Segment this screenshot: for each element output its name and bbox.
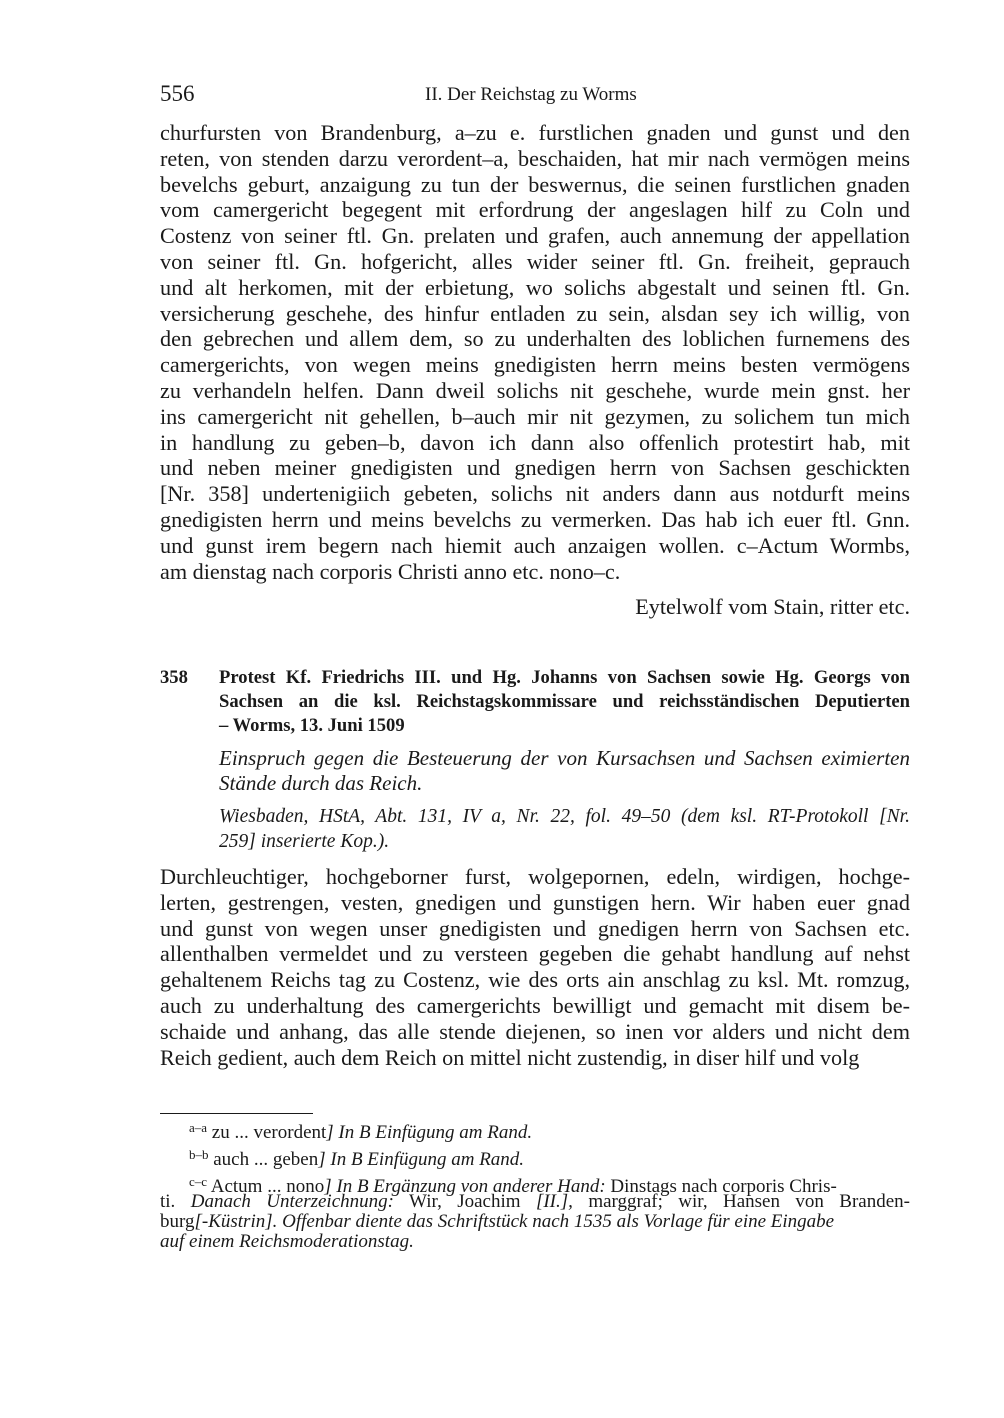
footnote-a [160, 1118, 910, 1143]
text-line: [Nr. 358] undertenigiich gebeten, solichs nit anders dann aus notdurft meins [160, 481, 910, 507]
footnote-c-text-e: marggraf; wir, Hansen von Branden- [588, 1191, 910, 1212]
footnote-a-lemma: zu ... verordent [211, 1122, 327, 1143]
footnote-c-text-c: Wir, Joachim [409, 1191, 521, 1212]
document-title [219, 666, 910, 738]
footnote-b-mark: b–b [189, 1147, 209, 1162]
regest-line: Einspruch gegen die Besteuerung der von Kursachsen und Sachsen eximierten [219, 746, 910, 770]
text-line: und alt herkomen, mit der erbietung, wo solichs abgestalt und seinen ftl. Gn. [160, 274, 910, 300]
title-line: – Worms, 13. Juni 1509 [219, 715, 405, 736]
text-line: bevelchs geburt, anzaigung zu tun der beswernus, die seinen furstlichen gnaden [160, 171, 910, 197]
text-line: und gunst irem begern nach hiemit auch anzaigen wollen. c–Actum Wormbs, [160, 532, 910, 558]
footnote-c-note: ] In B Ergänzung von anderer Hand: [324, 1176, 606, 1197]
text-line: zu verhandeln helfen. Dann dweil solichs nit geschehe, wurde mein gnst. her [160, 377, 910, 403]
footnote-b-lemma: auch ... geben [213, 1149, 319, 1170]
footnote-c-text-b: Danach Unterzeichnung: [190, 1191, 394, 1212]
text-line: Reich gedient, auch dem Reich on mittel nicht zustendig, in diser hilf und volg [160, 1044, 860, 1070]
signature: Eytelwolf vom Stain, ritter etc. [635, 594, 910, 619]
text-line: auch zu underhaltung des camergerichts bewilligt und gemacht mit disem be- [160, 992, 910, 1018]
text-line: gnedigisten herrn und meins bevelchs zu vermerken. Das hab ich euer ftl. Gnn. [160, 506, 910, 532]
title-line: Sachsen an die ksl. Reichstagskommissare und reichsständischen Deputierten [219, 691, 910, 712]
text-line: von seiner ftl. Gn. hofgericht, alles wider seiner ftl. Gn. freiheit, geprauch [160, 248, 910, 274]
footnote-c-text-f: burg [160, 1211, 195, 1232]
text-line: und neben meiner gnedigisten und gnedigen herrn von Sachsen geschickten [160, 455, 910, 481]
footnote-rule [160, 1113, 313, 1114]
source-line: Wiesbaden, HStA, Abt. 131, IV a, Nr. 22, fol. 49–50 (dem ksl. RT-Protokoll [Nr. [219, 806, 910, 827]
continued-letter-text [160, 120, 910, 584]
text-line: camergerichts, von wegen meins gnedigisten herrn meins besten vermögens [160, 352, 910, 378]
source-line: 259] inserierte Kop.). [219, 831, 390, 852]
text-line: Durchleuchtiger, hochgeborner furst, wolgepornen, edeln, wirdigen, hochge- [160, 864, 910, 889]
text-line: gehaltenem Reichs tag zu Costenz, wie des orts ain anschlag zu ksl. Mt. romzug, [160, 967, 910, 993]
footnote-c-text-a: ti. [160, 1191, 176, 1212]
text-line: allenthalben vermeldet und zu versteen gegeben die gehabt handlung auf nehst [160, 941, 910, 967]
footnote-a-mark: a–a [189, 1120, 208, 1135]
text-line: Costenz von seiner ftl. Gn. prelaten und grafen, auch annemung der appellation [160, 223, 910, 249]
footnote-b [160, 1145, 910, 1170]
page-number: 556 [160, 81, 195, 106]
running-title: II. Der Reichstag zu Worms [425, 84, 637, 105]
text-line: am dienstag nach corporis Christi anno etc. nono–c. [160, 558, 621, 584]
text-line: ins camergericht nit gehellen, b–auch mir nit gezymen, zu solichem tun mich [160, 403, 910, 429]
footnote-c [160, 1172, 910, 1252]
regest-line: Stände durch das Reich. [219, 771, 423, 795]
document-regest [219, 746, 910, 796]
document-number: 358 [160, 667, 188, 688]
text-line: schaide und anhang, das alle stende diejenen, so inen vor alders und nicht dem [160, 1018, 910, 1044]
text-line: vom camergericht begegent mit erfordrung der angeslagen hilf zu Coln und [160, 197, 910, 223]
text-line: churfursten von Brandenburg, a–zu e. furstlichen gnaden und gunst und den [160, 120, 910, 145]
document-source [219, 804, 910, 854]
page-header [160, 80, 910, 108]
footnote-c-text-g: [-Küstrin]. Offenbar diente das Schriftstück nach 1535 als Vorlage für eine Eingabe [194, 1211, 835, 1232]
text-line: versicherung geschehe, des hinfur entladen zu sein, alsdan sey ich willig, von [160, 300, 910, 326]
text-line: lerten, gestrengen, vesten, gnedigen und gunstigen hern. Wir haben euer gnad [160, 889, 910, 915]
footnote-a-note: ] In B Einfügung am Rand. [326, 1122, 533, 1143]
title-line: Protest Kf. Friedrichs III. und Hg. Johanns von Sachsen sowie Hg. Georgs von [219, 667, 910, 688]
footnote-c-quote: Dinstags nach corporis Chris- [610, 1176, 837, 1197]
text-line: den gebrechen und allem dem, so zu underhalten des loblichen furnemens des [160, 326, 910, 352]
footnote-b-note: ] In B Einfügung am Rand. [318, 1149, 525, 1170]
document-text [160, 864, 910, 1070]
footnote-c-mark: c–c [189, 1174, 208, 1189]
footnote-c-lemma: Actum ... nono [210, 1176, 325, 1197]
footnote-c-text-d: [II.], [535, 1191, 573, 1212]
footnotes [160, 1118, 910, 1252]
footnote-c-text-h: auf einem Reichsmoderationstag. [160, 1231, 414, 1252]
text-line: in handlung zu geben–b, davon ich dann also offenlich protestirt hab, mit [160, 429, 910, 455]
text-line: und gunst von wegen unser gnedigisten und gnedigen herrn von Sachsen etc. [160, 915, 910, 941]
text-line: reten, von stenden darzu verordent–a, beschaiden, hat mir nach vermögen meins [160, 145, 910, 171]
